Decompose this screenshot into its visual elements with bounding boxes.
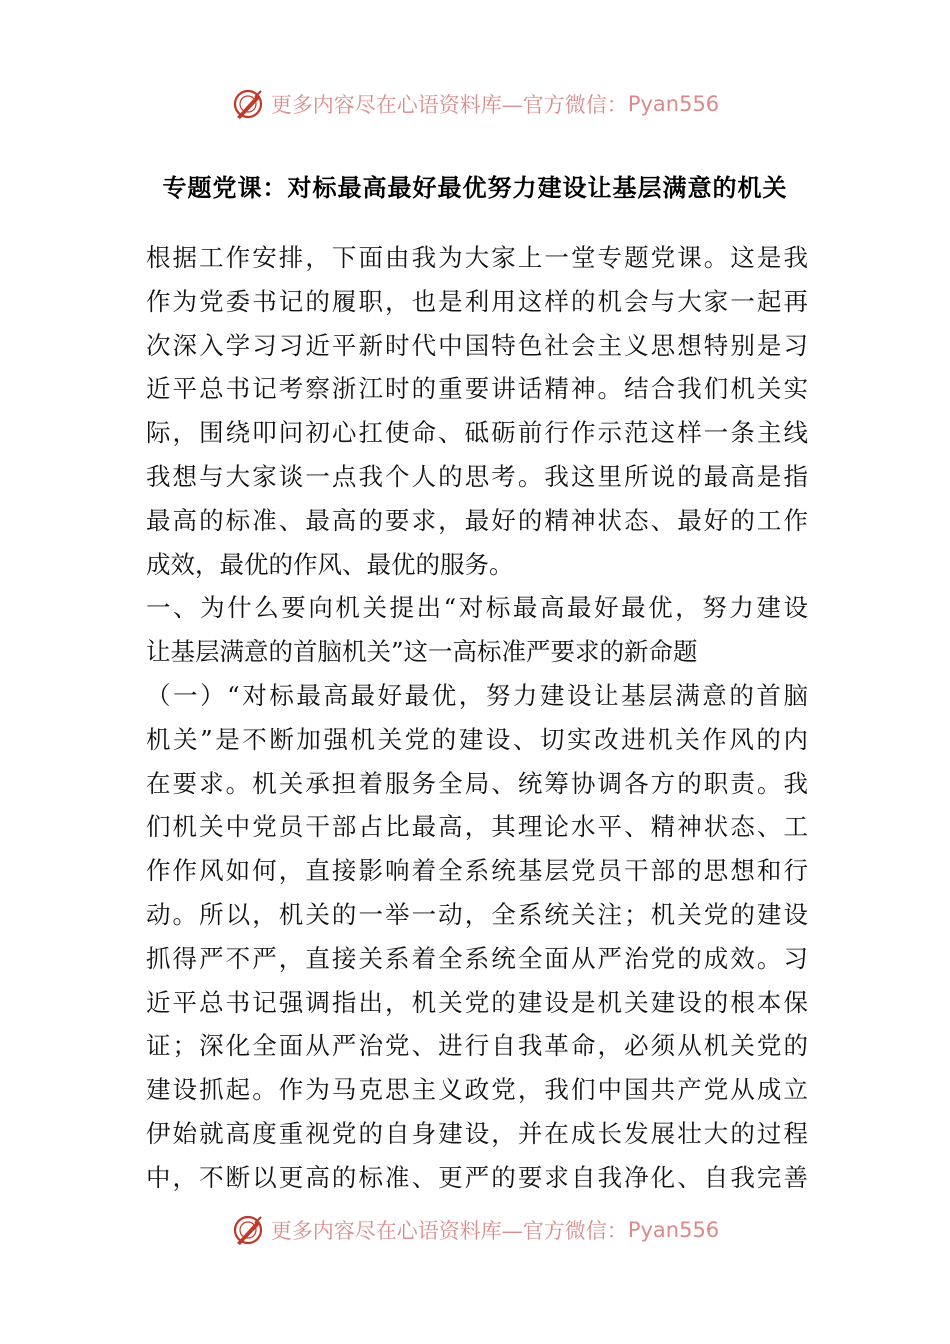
text-line: 际，围绕叩问初心扛使命、砥砺前行作示范这样一条主线 [146, 418, 808, 448]
pen-logo-icon [231, 87, 265, 121]
document-body [146, 236, 808, 1200]
text-line: 抓得严不严，直接关系着全系统全面从严治党的成效。习 [146, 943, 808, 973]
watermark-text: 更多内容尽在心语资料库—官方微信： [270, 1219, 628, 1243]
text-line: 证；深化全面从严治党、进行自我革命，必须从机关党的 [146, 1031, 808, 1061]
wechat-id: Pyan556 [627, 92, 720, 116]
text-line: 建设抓起。作为马克思主义政党，我们中国共产党从成立 [146, 1075, 808, 1105]
text-line: 作作风如何，直接影响着全系统基层党员干部的思想和行 [146, 856, 808, 886]
text-line: 根据工作安排，下面由我为大家上一堂专题党课。这是我 [146, 243, 808, 272]
text-line: 我想与大家谈一点我个人的思考。我这里所说的最高是指 [146, 461, 808, 491]
text-line: 中，不断以更高的标准、更严的要求自我净化、自我完善 [146, 1162, 808, 1192]
text-line: 伊始就高度重视党的自身建设，并在成长发展壮大的过程 [146, 1118, 808, 1148]
text-line: 近平总书记强调指出，机关党的建设是机关建设的根本保 [146, 987, 808, 1017]
text-line: 一、为什么要向机关提出“对标最高最好最优，努力建设 [146, 593, 808, 623]
text-line: 让基层满意的首脑机关”这一高标准严要求的新命题 [146, 637, 698, 667]
footer-watermark [0, 1208, 950, 1252]
text-line: 作为党委书记的履职，也是利用这样的机会与大家一起再 [146, 286, 808, 316]
watermark-text: 更多内容尽在心语资料库—官方微信： [270, 93, 628, 117]
text-line: 们机关中党员干部占比最高，其理论水平、精神状态、工 [146, 812, 808, 842]
document-title: 专题党课：对标最高最好最优努力建设让基层满意的机关 [162, 174, 788, 202]
text-line: 近平总书记考察浙江时的重要讲话精神。结合我们机关实 [146, 374, 808, 404]
text-line: 在要求。机关承担着服务全局、统筹协调各方的职责。我 [146, 768, 808, 798]
pen-logo-icon [231, 1213, 265, 1247]
wechat-id: Pyan556 [627, 1218, 720, 1242]
header-watermark [0, 82, 950, 126]
text-line: （一）“对标最高最好最优，努力建设让基层满意的首脑 [146, 680, 808, 710]
text-line: 动。所以，机关的一举一动，全系统关注；机关党的建设 [146, 899, 808, 929]
text-line: 最高的标准、最高的要求，最好的精神状态、最好的工作 [146, 505, 808, 535]
text-line: 成效，最优的作风、最优的服务。 [146, 549, 514, 579]
text-line: 机关”是不断加强机关党的建设、切实改进机关作风的内 [146, 724, 808, 754]
text-line: 次深入学习习近平新时代中国特色社会主义思想特别是习 [146, 330, 808, 360]
